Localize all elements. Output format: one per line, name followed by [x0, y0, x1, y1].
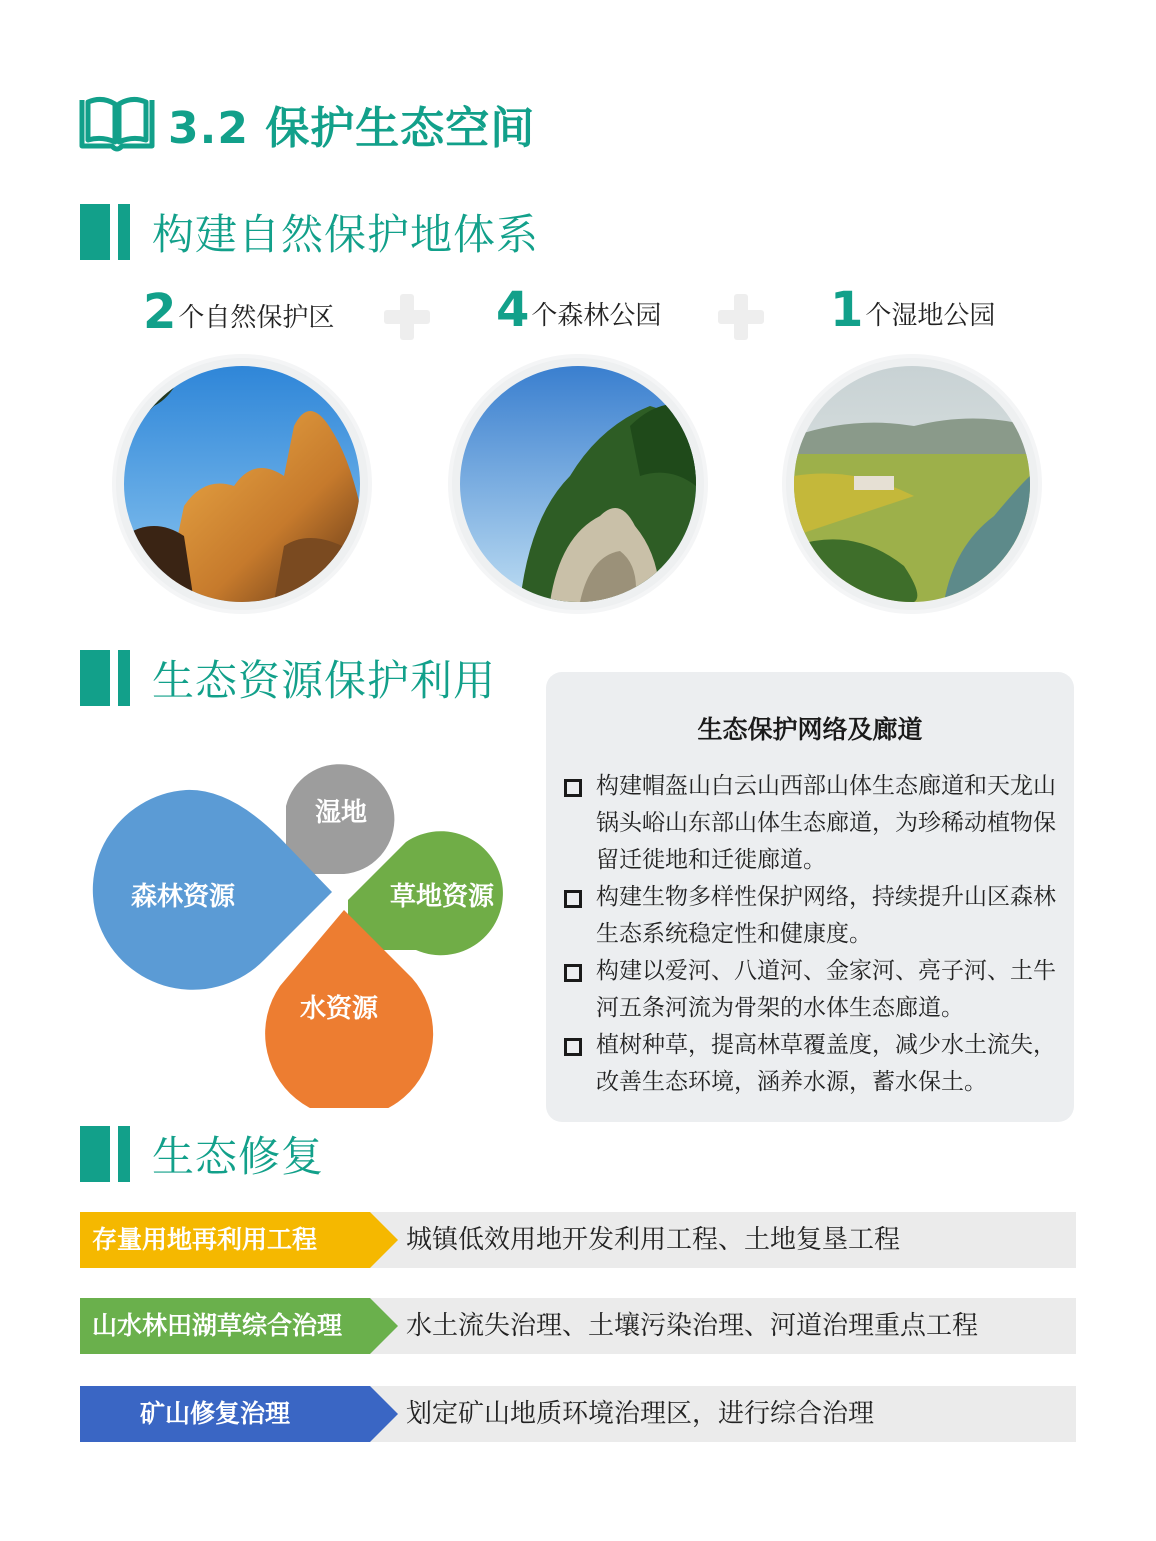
- section3-heading-text: 生态修复: [152, 1132, 325, 1181]
- section-heading-restoration: [80, 1124, 324, 1184]
- checkbox-bullet-icon: [564, 890, 582, 908]
- plus-icon: [716, 292, 766, 342]
- page-title: 3.2 保护生态空间: [168, 103, 536, 154]
- page-header: [78, 92, 535, 156]
- checkbox-bullet-icon: [564, 779, 582, 797]
- stat-unit: 个湿地公园: [865, 301, 996, 331]
- info-list: [564, 768, 1064, 1101]
- stat-nature-reserve: [143, 278, 334, 338]
- open-book-icon: [78, 94, 156, 154]
- list-item: [564, 953, 1064, 1027]
- stat-unit: 个自然保护区: [178, 303, 335, 333]
- list-item-text: 构建帽盔山白云山西部山体生态廊道和天龙山锅头峪山东部山体生态廊道，为珍稀动植物保留迁徙地和迁徙廊道。: [596, 773, 1056, 873]
- rocky-mountain-photo: [116, 358, 368, 610]
- stat-number: 2: [143, 284, 177, 340]
- restoration-row: [80, 1298, 1076, 1354]
- section1-heading-text: 构建自然保护地体系: [152, 210, 540, 259]
- stat-number: 4: [496, 282, 530, 338]
- petal-label-water: 水资源: [299, 994, 378, 1024]
- list-item: [564, 1027, 1064, 1101]
- plus-icon: [382, 292, 432, 342]
- petal-label-forest: 森林资源: [130, 882, 235, 912]
- stat-number: 1: [830, 282, 864, 338]
- heading-bar-icon: [80, 1126, 130, 1182]
- stat-wetland-park: [830, 276, 995, 336]
- stat-forest-park: [496, 276, 661, 336]
- checkbox-bullet-icon: [564, 1038, 582, 1056]
- river-wetland-photo: [786, 358, 1038, 610]
- list-item-text: 植树种草，提高林草覆盖度，减少水土流失，改善生态环境，涵养水源，蓄水保土。: [596, 1032, 1056, 1095]
- row-description: 城镇低效用地开发利用工程、土地复垦工程: [406, 1225, 901, 1255]
- ecological-network-box: [546, 672, 1074, 1122]
- stat-unit: 个森林公园: [531, 301, 662, 331]
- heading-bar-icon: [80, 650, 130, 706]
- restoration-row: [80, 1212, 1076, 1268]
- list-item: [564, 768, 1064, 879]
- forest-cliff-photo: [452, 358, 704, 610]
- row-label: 山水林田湖草综合治理: [92, 1311, 343, 1340]
- heading-bar-icon: [80, 204, 130, 260]
- row-description: 水土流失治理、土壤污染治理、河道治理重点工程: [406, 1311, 979, 1341]
- section2-heading-text: 生态资源保护利用: [152, 656, 497, 705]
- petal-label-wetland: 湿地: [314, 798, 367, 828]
- restoration-row: [80, 1386, 1076, 1442]
- list-item: [564, 879, 1064, 953]
- info-box-title: 生态保护网络及廊道: [697, 715, 923, 744]
- section-heading-resource-protection: [80, 648, 496, 708]
- list-item-text: 构建以爱河、八道河、金家河、亮子河、土牛河五条河流为骨架的水体生态廊道。: [596, 958, 1056, 1021]
- row-label: 存量用地再利用工程: [92, 1225, 318, 1254]
- petal-label-grassland: 草地资源: [389, 882, 494, 912]
- list-item-text: 构建生物多样性保护网络，持续提升山区森林生态系统稳定性和健康度。: [596, 884, 1056, 947]
- row-label: 矿山修复治理: [140, 1399, 291, 1428]
- checkbox-bullet-icon: [564, 964, 582, 982]
- row-description: 划定矿山地质环境治理区，进行综合治理: [406, 1399, 875, 1429]
- section-heading-nature-reserve: [80, 202, 539, 262]
